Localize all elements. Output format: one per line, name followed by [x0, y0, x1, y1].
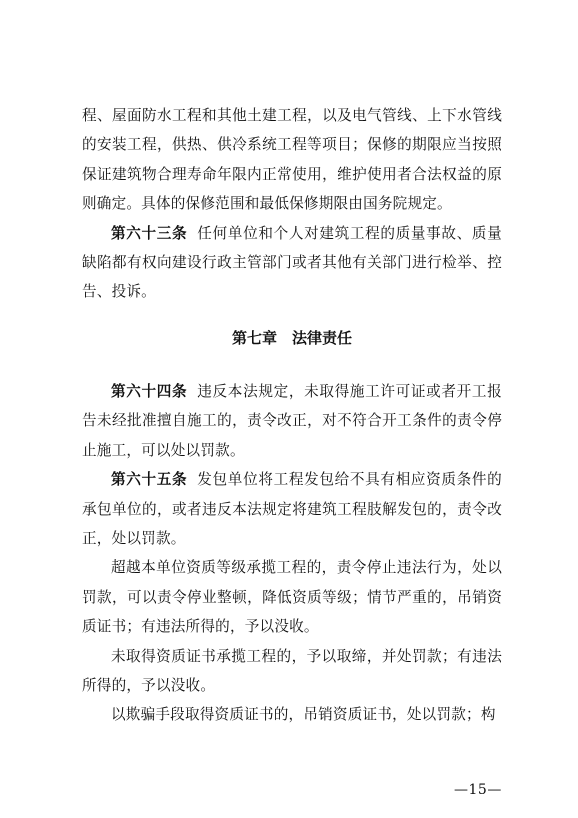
article-63-number: 第六十三条 — [111, 224, 188, 242]
article-65-paragraph-4: 以欺骗手段取得资质证书的，吊销资质证书，处以罚款；构 — [111, 706, 496, 724]
page-number: —15— — [454, 782, 502, 798]
upper-text-block — [82, 101, 502, 307]
article-65-paragraph-3: 未取得资质证书承揽工程的，予以取缔，并处罚款；有违法所得的，予以没收。 — [82, 647, 502, 695]
article-65 — [82, 465, 502, 553]
article-64-number: 第六十四条 — [111, 383, 188, 400]
article-65-paragraph-2: 超越本单位资质等级承揽工程的，责令停止违法行为，处以罚款，可以责令停业整顿，降低资质等级；情节严重的，吊销资质证书；有违法所得的，予以没收。 — [82, 559, 502, 636]
article-64 — [82, 377, 502, 465]
article-63-text: 任何单位和个人对建筑工程的质量事故、质量缺陷都有权向建设行政主管部门或者其他有关部门进行检举、控告、投诉。 — [82, 224, 502, 301]
lower-text-block — [82, 377, 502, 730]
article-63 — [82, 219, 502, 307]
continued-paragraph: 程、屋面防水工程和其他土建工程，以及电气管线、上下水管线的安装工程，供热、供冷系统工程等项目；保修的期限应当按照保证建筑物合理寿命年限内正常使用，维护使用者合法权益的原则确定。具体的保修范围和最低保修期限由国务院规定。 — [82, 107, 502, 213]
article-64-text: 违反本法规定，未取得施工许可证或者开工报告未经批准擅自施工的，责令改正，对不符合开工条件的责令停止施工，可以处以罚款。 — [82, 383, 502, 459]
chapter-title: 第七章 法律责任 — [231, 329, 352, 347]
article-65-text: 发包单位将工程发包给不具有相应资质条件的承包单位的，或者违反本法规定将建筑工程肢解发包的，责令改正，处以罚款。 — [82, 471, 502, 548]
article-65-number: 第六十五条 — [111, 471, 188, 489]
